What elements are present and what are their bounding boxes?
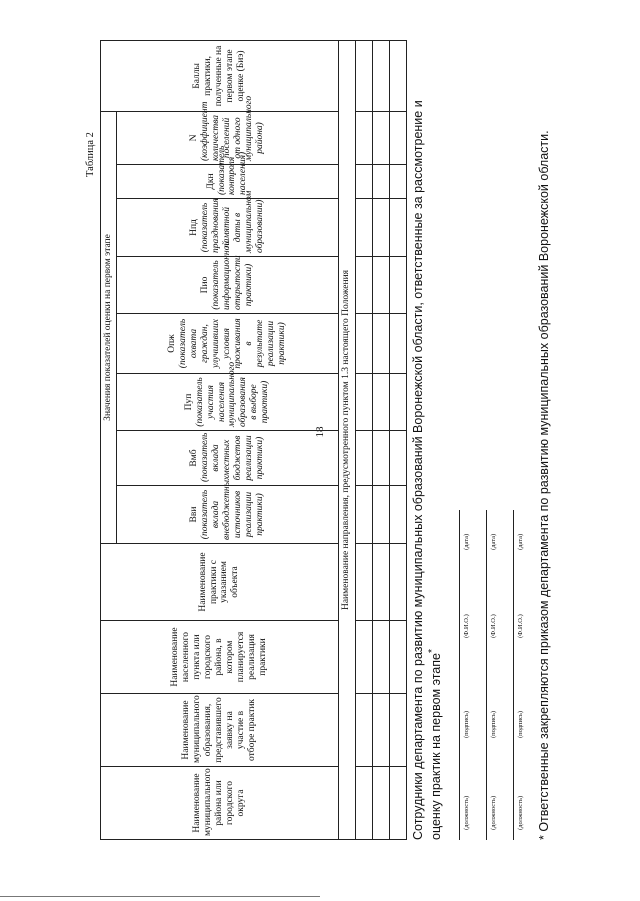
- col-settlement: Наименование муниципального образования, представившего заявку на участие в отборе практик: [101, 694, 339, 767]
- indicator-vvi: Вви (показатель вклада внебюджетных источников реализации практики): [116, 486, 338, 544]
- page-rule: [0, 896, 320, 897]
- staff-heading: Сотрудники департамента по развитию муниципальных образований Воронежской области, ответственные за рассмотрение и оценку практик на первом этапе*: [411, 100, 444, 840]
- indicator-opzh: Опж (показатель охвата граждан, улучшивших условия проживания в результате реализации практики): [116, 314, 338, 374]
- sig-name-label: (Ф.И.О.): [463, 614, 470, 638]
- table-row: [372, 40, 389, 839]
- page-number: 18: [314, 426, 326, 438]
- col-municipal-district: Наименование муниципального района или городского округа: [101, 767, 339, 840]
- sig-signature-label: (подпись): [490, 711, 497, 738]
- sig-signature-label: (подпись): [517, 711, 524, 738]
- signature-line: [513, 510, 514, 840]
- table-row: [389, 40, 406, 839]
- signature-line: [486, 510, 487, 840]
- sig-signature-label: (подпись): [463, 711, 470, 738]
- practices-table: [100, 40, 407, 840]
- col-points: Баллы практики, полученные на первом этапе оценке (Биэ): [101, 40, 339, 111]
- sig-date-label: (дата): [463, 533, 470, 550]
- footnote: * Ответственные закрепляются приказом департамента по развитию муниципальных образований Воронежской области.: [537, 130, 551, 840]
- signature-line: [459, 510, 460, 840]
- indicator-vmb: Вмб (показатель вклада местных бюджетов реализации практики): [116, 431, 338, 486]
- sig-name-label: (Ф.И.О.): [517, 614, 524, 638]
- col-indicators-group: Значения показателей оценки на первом этапе: [101, 111, 117, 543]
- table-caption: Таблица 2: [85, 132, 96, 177]
- col-locality: Наименование населенного пункта или городского района, в котором планируется реализация практики: [101, 621, 339, 694]
- sig-position-label: (должность): [463, 795, 470, 830]
- sig-date-label: (дата): [517, 533, 524, 550]
- indicator-dkn: Дкн (показатель контроля населения): [116, 165, 338, 199]
- sig-name-label: (Ф.И.О.): [490, 614, 497, 638]
- sig-position-label: (должность): [490, 795, 497, 830]
- direction-row: Наименование направления, предусмотренного пунктом 1.3 настоящего Положения: [338, 40, 355, 839]
- sig-date-label: (дата): [490, 533, 497, 550]
- col-practice-name: Наименование практики с указанием объекта: [101, 544, 339, 621]
- indicator-pup: Пуп (показатель участия населения муниципального образования в выборе практики): [116, 374, 338, 431]
- indicator-pio: Пио (показатель информационной открытости практики): [116, 257, 338, 314]
- rotated-page: [0, 45, 640, 870]
- indicator-npd: Нпд (показатель празднования памятной даты в муниципальном образовании): [116, 199, 338, 257]
- table-row: [355, 40, 372, 839]
- sig-position-label: (должность): [517, 795, 524, 830]
- indicator-n: N (коэффициент количества поселений от одного муниципального района): [116, 111, 338, 164]
